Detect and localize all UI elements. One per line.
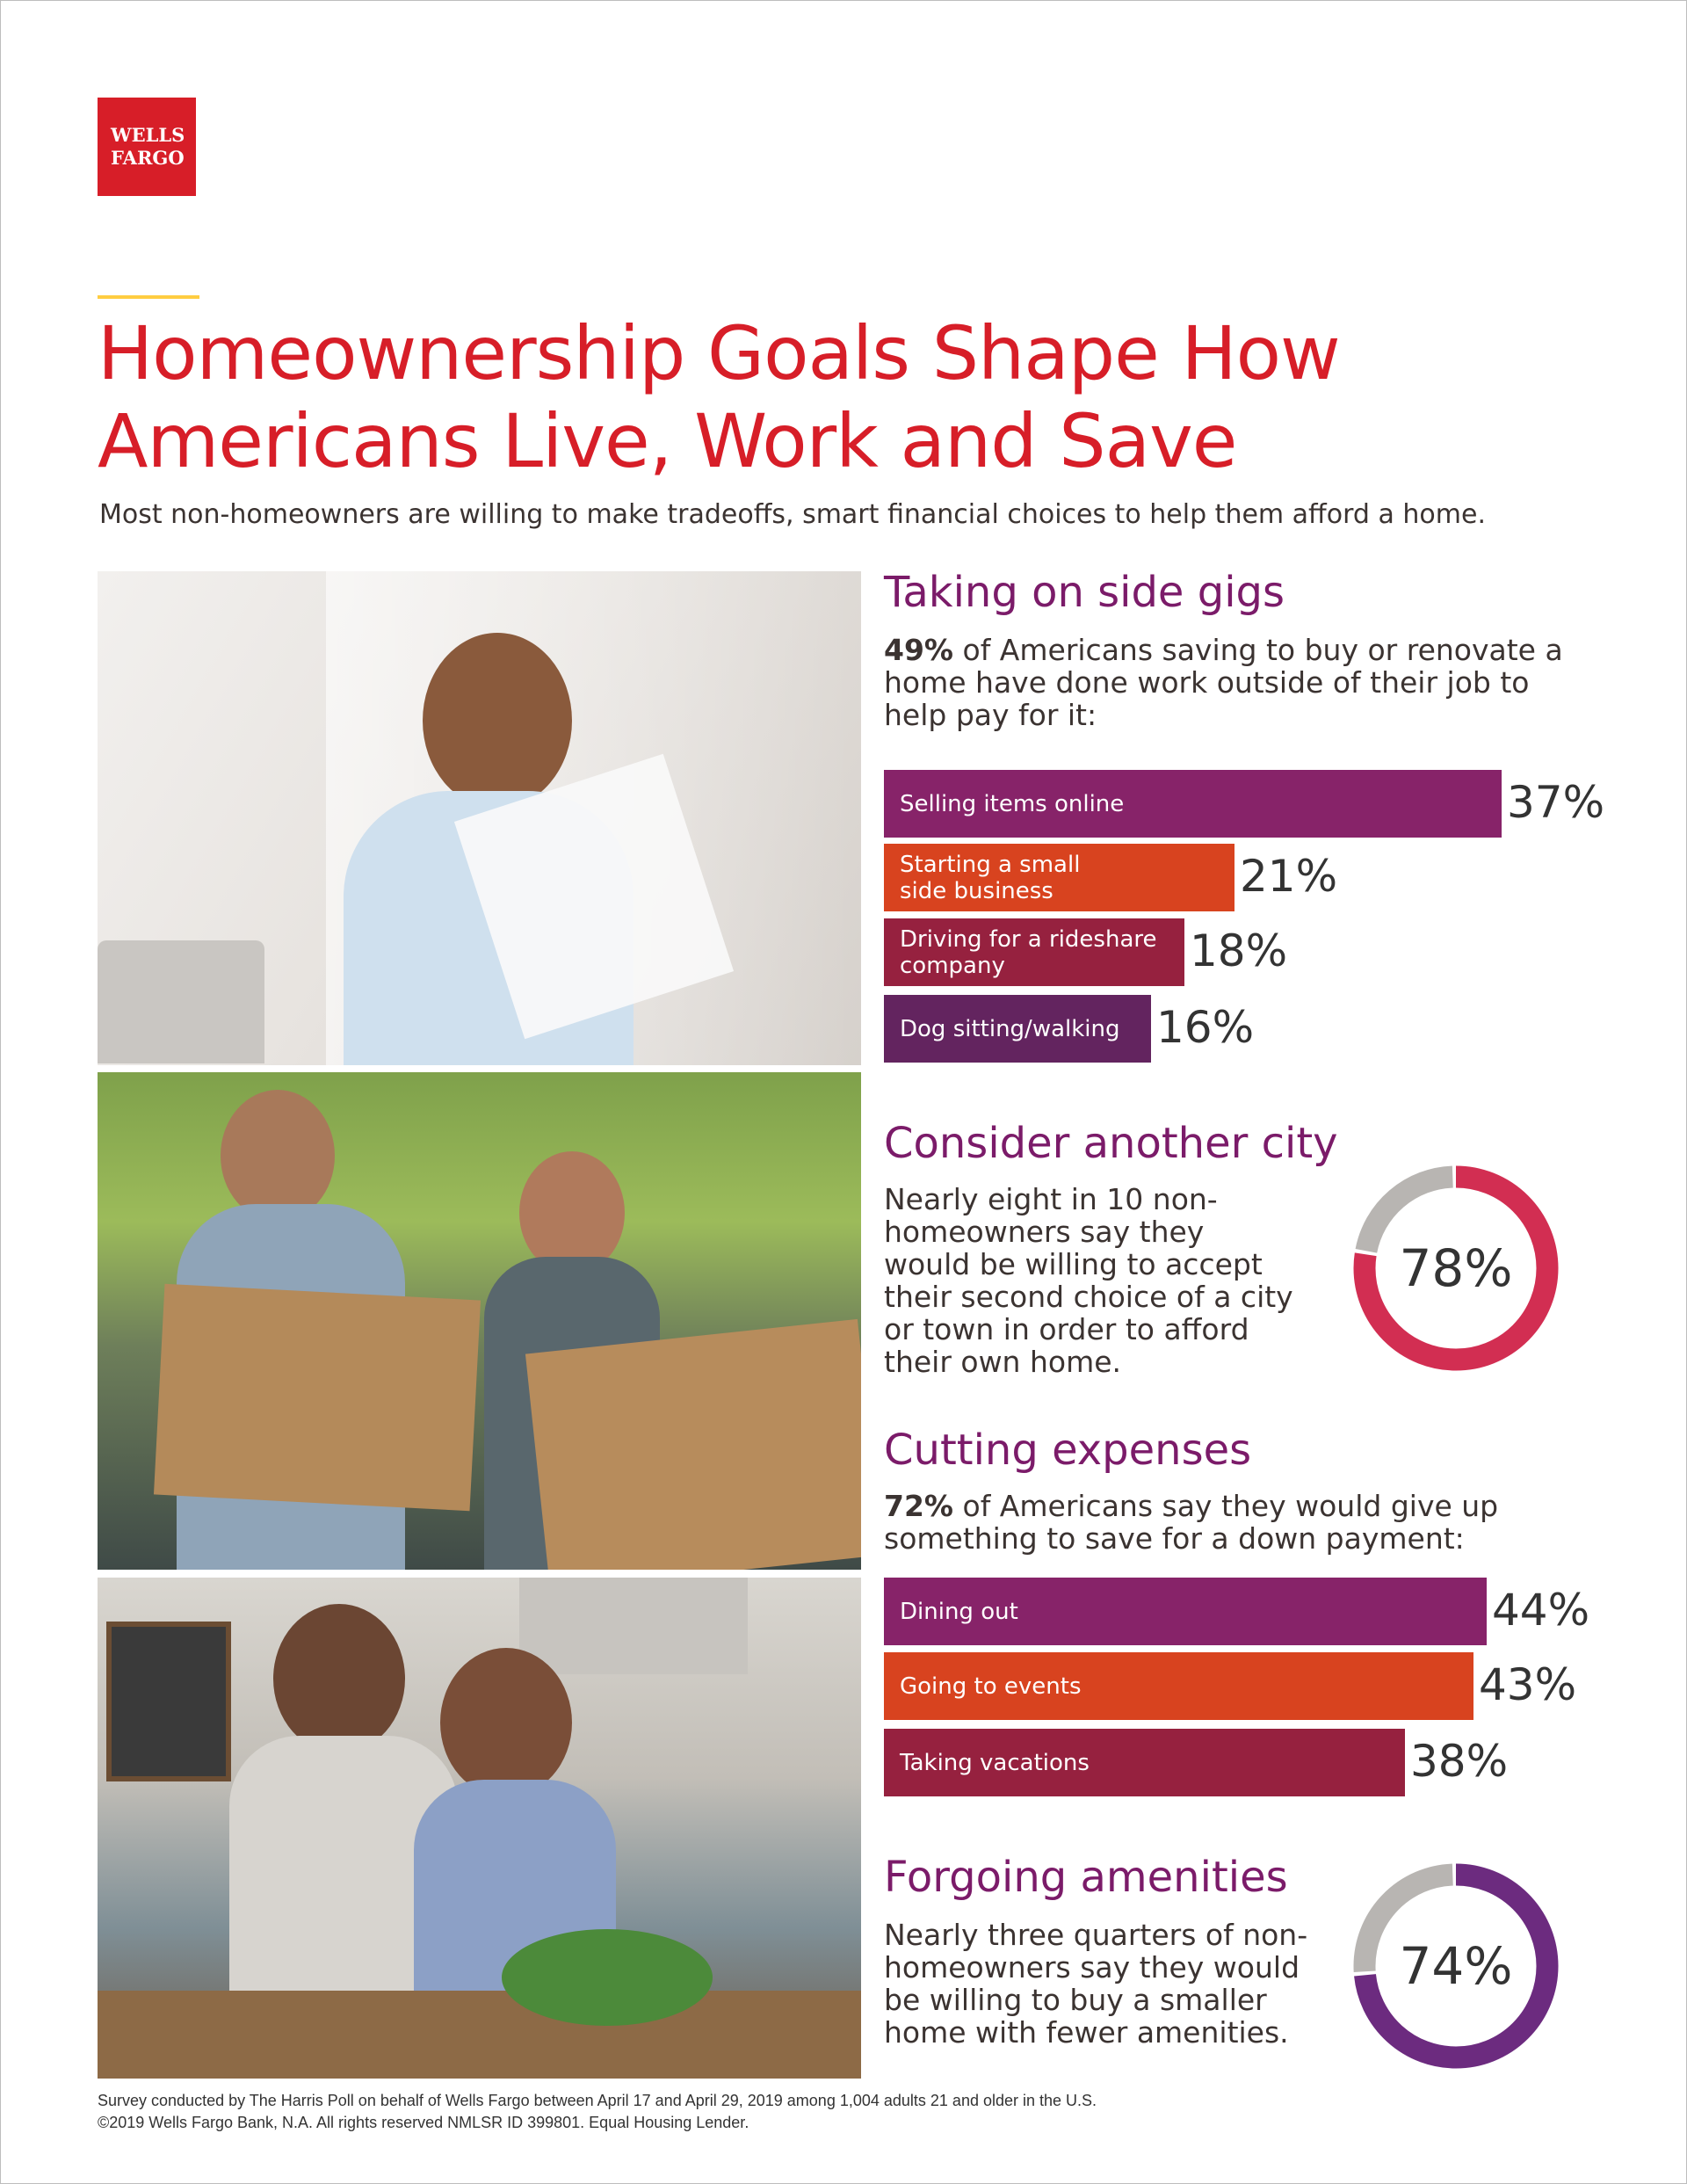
cutting-text-line-2: something to save for a down payment: xyxy=(884,1521,1465,1556)
another-city-donut-chart xyxy=(1350,1163,1561,1374)
photo-couple-moving-boxes xyxy=(98,1072,861,1570)
page-title xyxy=(98,309,1591,485)
cutting-expenses-value-label-1: 44% xyxy=(1492,1584,1590,1636)
another-city-text-line-6: their own home. xyxy=(884,1345,1122,1379)
amenities-text-line-1: Nearly three quarters of non- xyxy=(884,1918,1308,1952)
side-gigs-bar-label-4: Dog sitting/walking xyxy=(900,1015,1120,1042)
section-title-side-gigs: Taking on side gigs xyxy=(884,568,1285,617)
side-gigs-bar-3 xyxy=(884,918,1184,986)
cutting-expenses-value-label-3: 38% xyxy=(1410,1735,1509,1787)
title-line-1: Homeownership Goals Shape How xyxy=(98,310,1340,396)
wells-fargo-logo xyxy=(98,98,196,196)
page-subtitle: Most non-homeowners are willing to make tradeoffs, smart financial choices to help them afford a home. xyxy=(99,499,1486,530)
amenities-text-line-2: homeowners say they would xyxy=(884,1950,1300,1984)
side-gigs-value-label-2: 21% xyxy=(1240,850,1338,902)
gold-accent-line xyxy=(98,295,199,299)
side-gigs-bar-label-2: Starting a small side business xyxy=(900,851,1081,904)
section-text-another-city xyxy=(884,1183,1293,1378)
photo-couple-cooking xyxy=(98,1578,861,2079)
side-gigs-text-l1: of Americans saving to buy or renovate a xyxy=(962,633,1563,667)
side-gigs-text-line-3: help pay for it: xyxy=(884,698,1097,732)
amenities-center-label: 74% xyxy=(1399,1936,1513,1996)
footer-line-2: ©2019 Wells Fargo Bank, N.A. All rights reserved NMLSR ID 399801. Equal Housing Lender. xyxy=(98,2114,749,2131)
section-text-forgoing-amenities xyxy=(884,1919,1307,2049)
cutting-expenses-bar-1 xyxy=(884,1578,1487,1645)
another-city-center-label: 78% xyxy=(1399,1238,1513,1298)
another-city-text-line-3: would be willing to accept xyxy=(884,1247,1263,1281)
section-title-forgoing-amenities: Forgoing amenities xyxy=(884,1853,1288,1902)
side-gigs-bar-label-1: Selling items online xyxy=(900,790,1125,817)
cutting-expenses-value-label-2: 43% xyxy=(1479,1658,1577,1710)
side-gigs-value-label-4: 16% xyxy=(1156,1001,1255,1053)
cutting-expenses-bar-label-1: Dining out xyxy=(900,1598,1018,1625)
cutting-expenses-bar-3 xyxy=(884,1729,1405,1796)
photo-woman-reading-papers xyxy=(98,571,861,1065)
cutting-stat: 72% xyxy=(884,1489,953,1523)
section-title-cutting-expenses: Cutting expenses xyxy=(884,1426,1252,1475)
cutting-text-l1: of Americans say they would give up xyxy=(962,1489,1499,1523)
section-text-cutting-expenses xyxy=(884,1490,1498,1555)
another-city-text-line-1: Nearly eight in 10 non- xyxy=(884,1182,1218,1216)
amenities-donut-chart xyxy=(1350,1861,1561,2072)
section-title-another-city: Consider another city xyxy=(884,1119,1338,1168)
footer-disclaimer xyxy=(98,2090,1097,2134)
another-city-text-line-4: their second choice of a city xyxy=(884,1280,1293,1314)
side-gigs-value-label-1: 37% xyxy=(1507,776,1605,828)
cutting-text-line-1 xyxy=(884,1490,1498,1522)
title-line-2: Americans Live, Work and Save xyxy=(98,398,1237,484)
footer-line-1: Survey conducted by The Harris Poll on behalf of Wells Fargo between April 17 and April 29, 2019 among 1,004 adults 21 and older in the U.S. xyxy=(98,2092,1097,2109)
amenities-text-line-4: home with fewer amenities. xyxy=(884,2015,1289,2050)
logo-line-1: WELLS xyxy=(111,124,185,146)
another-city-text-line-5: or town in order to afford xyxy=(884,1312,1249,1346)
side-gigs-stat: 49% xyxy=(884,633,953,667)
side-gigs-bar-label-3: Driving for a rideshare company xyxy=(900,925,1157,979)
section-text-side-gigs xyxy=(884,634,1563,731)
another-city-text-line-2: homeowners say they xyxy=(884,1215,1205,1249)
side-gigs-bar-4 xyxy=(884,995,1151,1063)
side-gigs-bar-2 xyxy=(884,844,1234,911)
logo-line-2: FARGO xyxy=(111,147,185,169)
amenities-text-line-3: be willing to buy a smaller xyxy=(884,1983,1267,2017)
cutting-expenses-bar-label-2: Going to events xyxy=(900,1672,1082,1700)
side-gigs-value-label-3: 18% xyxy=(1190,925,1288,976)
side-gigs-text-line-2: home have done work outside of their job to xyxy=(884,665,1530,700)
side-gigs-bar-1 xyxy=(884,770,1502,838)
cutting-expenses-bar-label-3: Taking vacations xyxy=(900,1749,1090,1776)
side-gigs-text-line-1 xyxy=(884,634,1563,666)
cutting-expenses-bar-2 xyxy=(884,1652,1473,1720)
